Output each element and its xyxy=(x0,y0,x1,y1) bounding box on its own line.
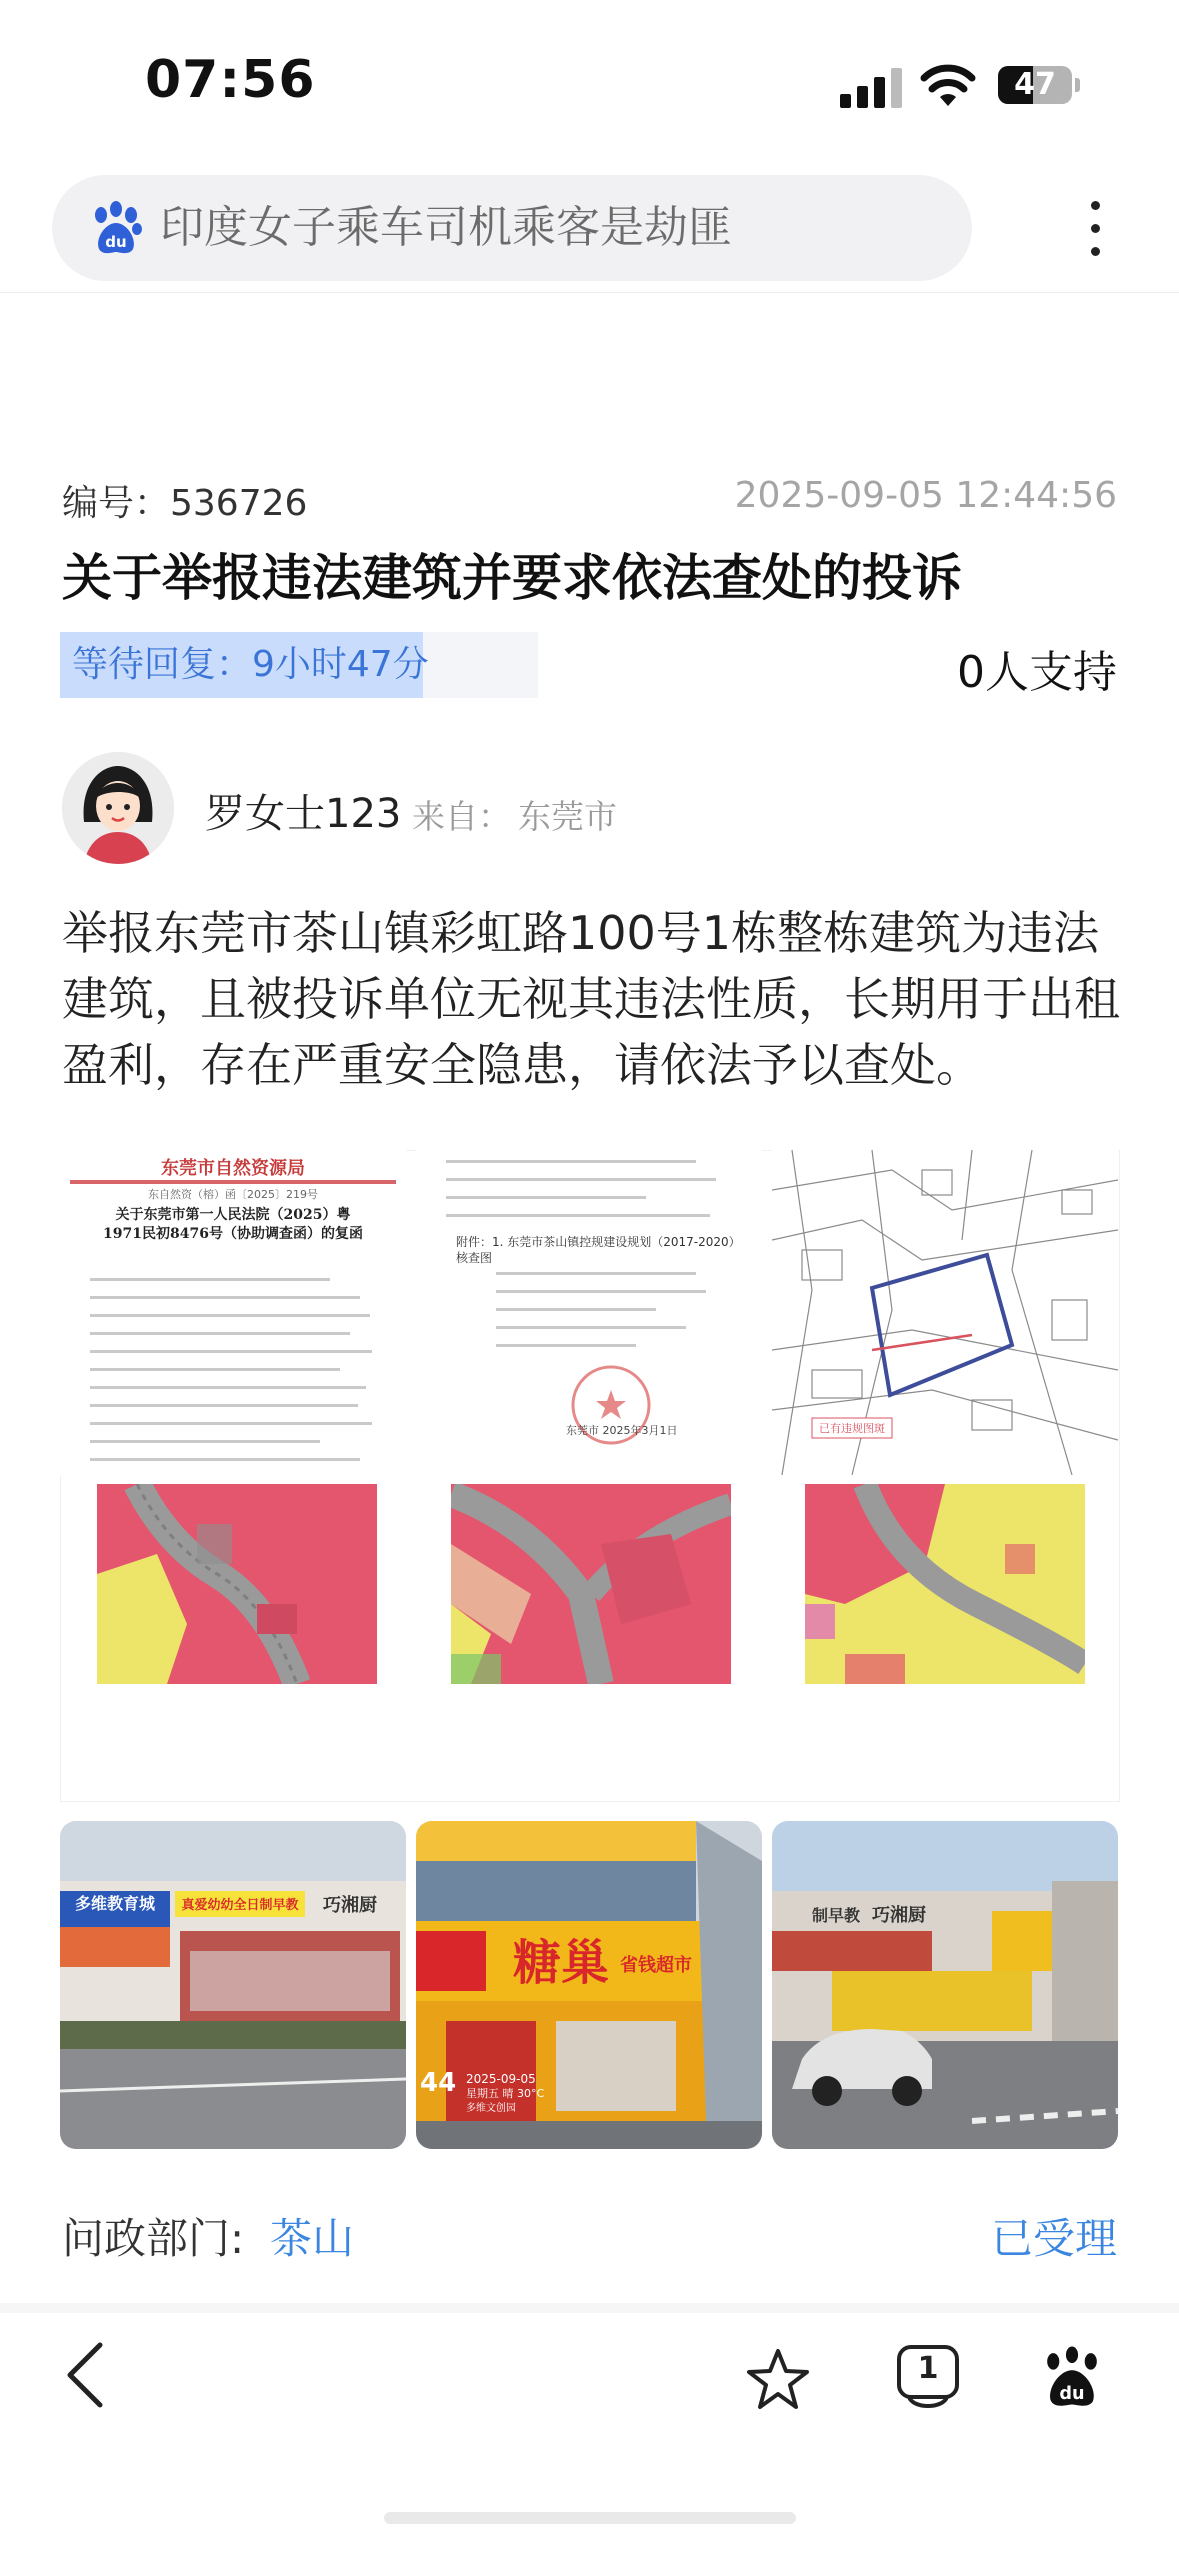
doc-text-line xyxy=(90,1458,360,1461)
doc-text-line xyxy=(90,1440,320,1443)
document-page-1 xyxy=(60,1150,406,1475)
section-divider xyxy=(0,2303,1179,2313)
baidu-paw-icon[interactable] xyxy=(1040,2345,1104,2411)
zoning-map-1 xyxy=(97,1484,377,1684)
photo-street-1[interactable] xyxy=(60,1821,406,2149)
photo2-stamp-place: 多维文创园 xyxy=(466,2103,516,2114)
avatar[interactable] xyxy=(62,752,174,864)
complaint-body: 举报东莞市茶山镇彩虹路100号1栋整栋建筑为违法建筑，且被投诉单位无视其违法性质，长期用于出租盈利，存在严重安全隐患，请依法予以查处。 xyxy=(62,906,1120,1092)
cellular-signal-icon xyxy=(840,68,904,108)
cadastral-map xyxy=(772,1150,1118,1475)
support-count[interactable]: 0人支持 xyxy=(957,647,1117,698)
search-bar[interactable] xyxy=(52,175,972,281)
status-time: 07:56 xyxy=(145,50,316,110)
doc-text-line xyxy=(446,1178,716,1181)
header-divider xyxy=(0,292,1179,293)
photo1-sign: 多维教育城 xyxy=(74,1894,156,1913)
doc-text-line xyxy=(90,1296,360,1299)
doc-text-line xyxy=(446,1214,710,1217)
doc-text-line xyxy=(496,1272,696,1275)
department-link[interactable]: 茶山 xyxy=(270,2214,355,2263)
doc-text-line xyxy=(90,1386,366,1389)
doc1-header: 东莞市自然资源局 xyxy=(161,1158,305,1179)
status-badge: 已受理 xyxy=(990,2214,1117,2263)
photo-street-3[interactable] xyxy=(772,1821,1118,2149)
doc-text-line xyxy=(90,1422,372,1425)
doc-text-line xyxy=(90,1278,330,1281)
doc-text-line xyxy=(496,1290,706,1293)
home-indicator[interactable] xyxy=(384,2512,796,2524)
battery-tip xyxy=(1075,78,1080,92)
zoning-map-3 xyxy=(805,1484,1085,1684)
avatar-illustration xyxy=(62,752,174,864)
doc2-date: 东莞市 2025年3月1日 xyxy=(566,1424,678,1437)
battery-indicator xyxy=(998,66,1072,104)
doc-text-line xyxy=(496,1326,686,1329)
doc-text-line xyxy=(446,1160,696,1163)
svg-text:du: du xyxy=(105,233,127,251)
photo1-sign2: 真爱幼幼全日制早教 xyxy=(181,1898,299,1913)
photo2-stamp-number: 44 xyxy=(420,2068,457,2098)
wait-status xyxy=(60,632,538,698)
star-icon[interactable] xyxy=(745,2347,811,2413)
doc2-attachment-text: 附件：1. 东莞市茶山镇控规建设规划（2017-2020）核查图 xyxy=(456,1235,735,1265)
search-input[interactable]: 印度女子乘车司机乘客是劫匪 xyxy=(160,202,732,253)
complaint-title: 关于举报违法建筑并要求依法查处的投诉 xyxy=(62,549,962,607)
doc-text-line xyxy=(496,1344,636,1347)
photo3-sign: 巧湘厨 xyxy=(872,1905,926,1926)
back-arrow-icon[interactable] xyxy=(60,2340,110,2410)
svg-text:du: du xyxy=(1059,2383,1085,2404)
photo2-stamp-date: 2025-09-05 xyxy=(466,2072,536,2086)
from-label: 来自： xyxy=(412,797,511,836)
zoning-map-2 xyxy=(451,1484,731,1684)
doc-text-line xyxy=(90,1332,350,1335)
tabs-count: 1 xyxy=(917,2351,939,2386)
doc-text-line xyxy=(446,1196,646,1199)
doc1-ref: 东自然资（榕）函〔2025〕219号 xyxy=(148,1188,318,1201)
author-name[interactable]: 罗女士123 xyxy=(205,791,402,837)
doc3-label: 已有违规图斑 xyxy=(819,1422,885,1435)
complaint-id: 编号：536726 xyxy=(62,483,308,524)
doc1-title: 关于东莞市第一人民法院（2025）粤1971民初8476号（协助调查函）的复函 xyxy=(103,1207,363,1242)
doc-text-line xyxy=(90,1368,340,1371)
photo1-sign3: 巧湘厨 xyxy=(323,1895,377,1916)
more-menu-icon[interactable] xyxy=(1080,195,1110,261)
wait-status-label: 等待回复：9小时47分 xyxy=(72,644,429,685)
doc1-red-rule xyxy=(70,1180,396,1184)
battery-percent: 47 xyxy=(1014,67,1056,102)
doc-text-line xyxy=(90,1350,372,1353)
baidu-paw-icon xyxy=(87,199,145,257)
author-city: 东莞市 xyxy=(518,797,617,836)
doc-text-line xyxy=(496,1308,656,1311)
photo3-sign2: 制早教 xyxy=(812,1906,861,1925)
complaint-datetime: 2025-09-05 12:44:56 xyxy=(734,475,1117,516)
photo2-stamp-weather: 星期五 晴 30°C xyxy=(466,2087,545,2100)
doc-text-line xyxy=(90,1314,370,1317)
wifi-icon xyxy=(920,62,976,108)
document-page-3 xyxy=(772,1150,1118,1475)
department-label: 问政部门: xyxy=(62,2214,245,2263)
photo2-sign2: 省钱超市 xyxy=(620,1955,692,1976)
document-page-2 xyxy=(416,1150,762,1475)
tabs-button[interactable] xyxy=(893,2343,963,2415)
photo-storefront-2[interactable] xyxy=(416,1821,762,2149)
doc-text-line xyxy=(90,1404,358,1407)
photo2-sign: 糖巢 xyxy=(512,1935,610,1991)
